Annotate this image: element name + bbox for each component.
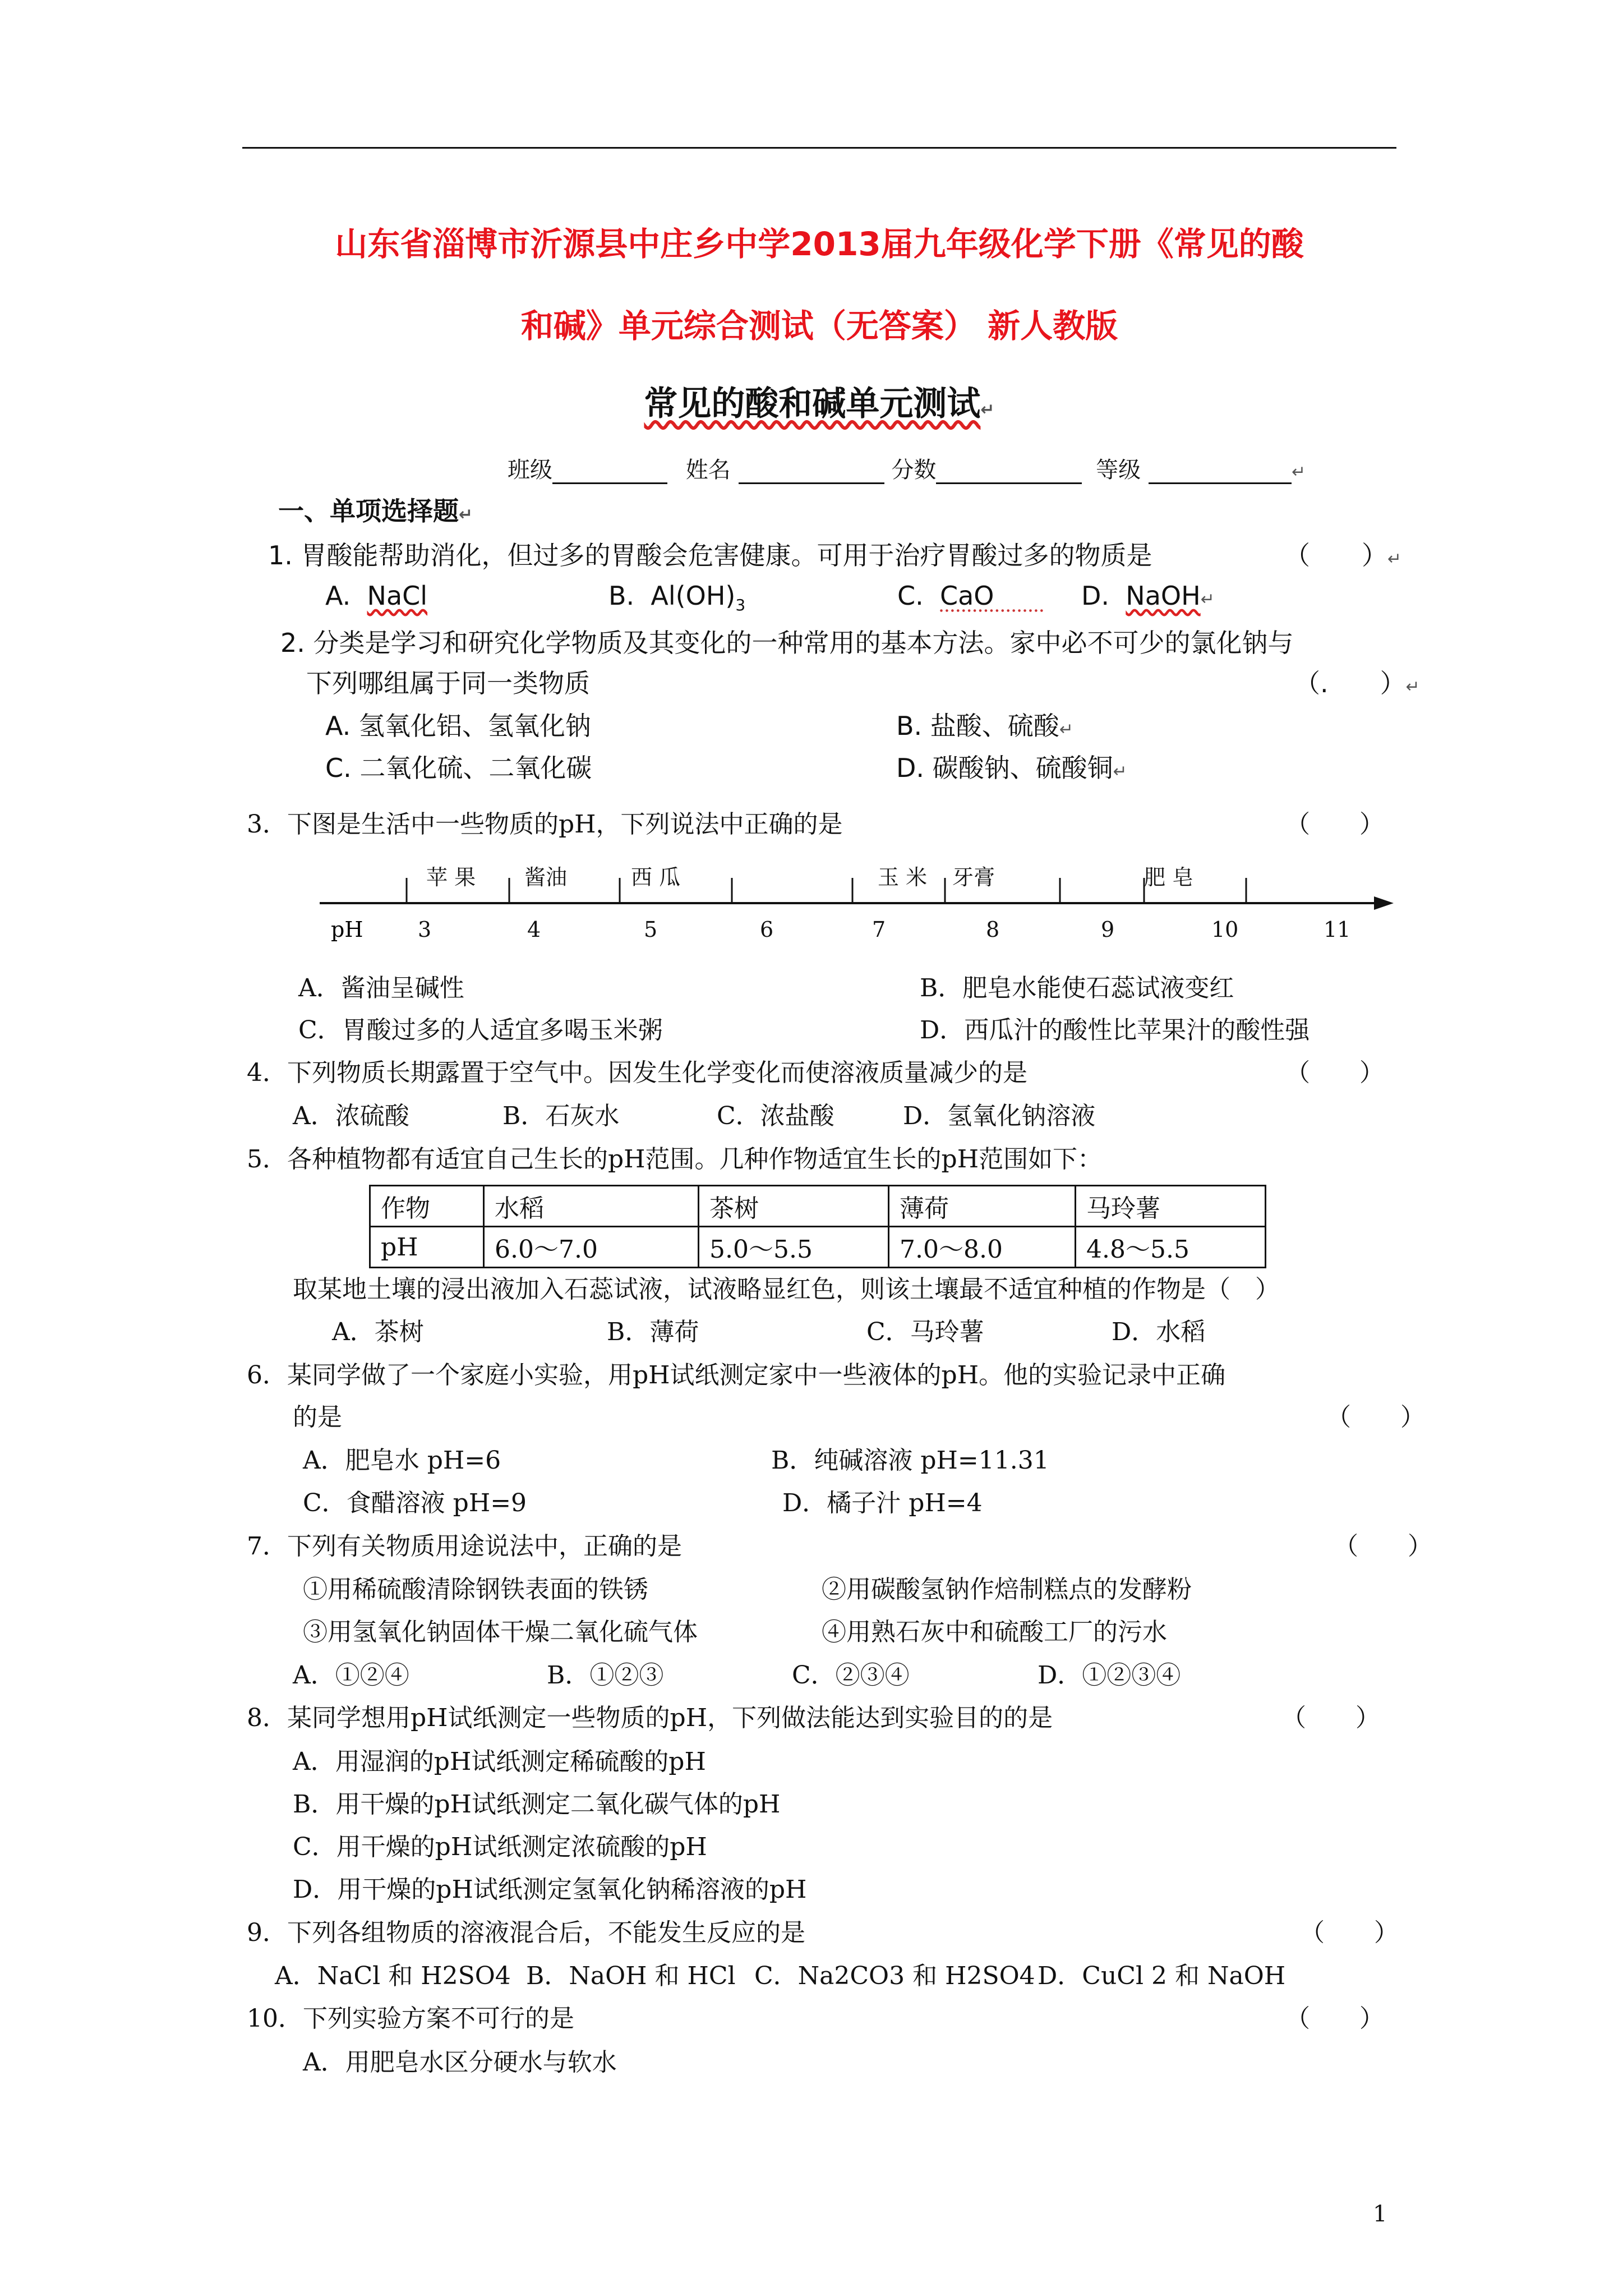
question-4-option-a: A．浓硫酸 (293, 1102, 409, 1130)
question-8-option-a: A．用湿润的pH试纸测定稀硫酸的pH (293, 1747, 706, 1776)
question-5-stem: 5．各种植物都有适宜自己生长的pH范围。几种作物适宜生长的pH范围如下： (247, 1145, 1103, 1174)
name-label: 姓名 (685, 457, 731, 483)
table-cell: 水稻 (484, 1186, 699, 1227)
question-2-option-b: B. 盐酸、硫酸↵ (896, 711, 1073, 741)
question-6-stem-line1: 6．某同学做了一个家庭小实验，用pH试纸测定家中一些液体的pH。他的实验记录中正确 (247, 1361, 1226, 1389)
ph-tick-label: 5 (644, 917, 658, 942)
top-rule (242, 147, 1396, 149)
question-1-paren: （ ）↵ (1284, 540, 1402, 570)
table-cell: 7.0～8.0 (889, 1227, 1076, 1268)
table-row (370, 1227, 1266, 1268)
question-3-option-b: B．肥皂水能使石蕊试液变红 (920, 974, 1234, 1002)
score-blank[interactable] (936, 463, 1082, 484)
question-2-paren: （. ）↵ (1294, 668, 1420, 698)
table-cell: 5.0～5.5 (699, 1227, 889, 1268)
question-8-stem: 8．某同学想用pH试纸测定一些物质的pH，下列做法能达到实验目的的是 (247, 1704, 1053, 1732)
question-1-option-c: C. CaO (897, 581, 1044, 611)
question-4-option-c: C．浓盐酸 (717, 1102, 834, 1130)
section-heading: 一、单项选择题↵ (278, 496, 473, 526)
question-4-option-b: B．石灰水 (502, 1102, 620, 1130)
question-9-paren: （ ） (1300, 1918, 1399, 1947)
name-blank[interactable] (739, 463, 884, 484)
question-7-paren: （ ） (1334, 1532, 1432, 1561)
grade-label: 等级 (1096, 457, 1141, 483)
question-7-item-3: ③用氢氧化钠固体干燥二氧化硫气体 (303, 1618, 698, 1646)
header-fields: 班级 姓名 分数 等级 ↵ (508, 457, 1306, 483)
ph-substance-label: 肥 皂 (1144, 865, 1194, 890)
question-4-stem: 4．下列物质长期露置于空气中。因发生化学变化而使溶液质量减少的是 (247, 1059, 1027, 1087)
question-5-option-b: B．薄荷 (607, 1318, 699, 1346)
ph-tick-label: 3 (418, 917, 432, 942)
question-6-option-a: A．肥皂水 pH=6 (303, 1446, 501, 1475)
question-1-option-d: D. NaOH↵ (1081, 581, 1215, 611)
question-8-option-d: D．用干燥的pH试纸测定氢氧化钠稀溶液的pH (293, 1875, 807, 1904)
question-10-stem: 10．下列实验方案不可行的是 (247, 2004, 574, 2033)
ph-tick-label: 9 (1101, 917, 1115, 942)
question-6-stem-line2: 的是 (293, 1403, 342, 1432)
question-5-option-a: A．茶树 (332, 1318, 424, 1346)
question-2-stem-line1: 2. 分类是学习和研究化学物质及其变化的一种常用的基本方法。家中必不可少的氯化钠与 (280, 628, 1294, 658)
grade-blank[interactable] (1149, 463, 1292, 484)
ph-tick-label: 10 (1211, 917, 1239, 942)
ph-scale-label: pH (331, 917, 363, 942)
question-9-option-c: C．Na2CO3 和 H2SO4 (754, 1962, 1035, 1990)
question-4-option-d: D．氢氧化钠溶液 (903, 1102, 1096, 1130)
question-6-option-b: B．纯碱溶液 pH=11.31 (771, 1446, 1049, 1475)
table-cell: 6.0～7.0 (484, 1227, 699, 1268)
question-9-stem: 9．下列各组物质的溶液混合后，不能发生反应的是 (247, 1918, 805, 1947)
question-9-option-d: D．CuCl 2 和 NaOH (1038, 1962, 1286, 1990)
question-6-paren: （ ） (1326, 1403, 1425, 1432)
question-3-option-a: A．酱油呈碱性 (298, 974, 464, 1002)
question-9-option-a: A．NaCl 和 H2SO4 (275, 1962, 511, 1990)
question-8-option-b: B．用干燥的pH试纸测定二氧化碳气体的pH (293, 1790, 781, 1819)
score-label: 分数 (891, 457, 937, 483)
ph-substance-label: 玉 米 (878, 865, 928, 890)
question-1-stem: 1. 胃酸能帮助消化，但过多的胃酸会危害健康。可用于治疗胃酸过多的物质是 (268, 540, 1152, 570)
table-cell: 薄荷 (889, 1186, 1076, 1227)
class-label: 班级 (508, 457, 552, 483)
ph-scale-diagram (314, 855, 1396, 956)
table-cell: 马玲薯 (1076, 1186, 1266, 1227)
table-cell: 作物 (370, 1186, 484, 1227)
question-7-option-d: D．①②③④ (1038, 1661, 1181, 1690)
document-title-line2: 和碱》单元综合测试（无答案） 新人教版 (520, 307, 1118, 345)
question-2-option-a: A. 氢氧化铝、氢氧化钠 (325, 711, 591, 741)
ph-axis-arrowhead (1374, 896, 1394, 910)
document-title-line1: 山东省淄博市沂源县中庄乡中学2013届九年级化学下册《常见的酸 (335, 225, 1304, 263)
ph-tick-label: 4 (527, 917, 541, 942)
ph-substance-label: 酱油 (524, 865, 568, 890)
question-3-option-d: D．西瓜汁的酸性比苹果汁的酸性强 (920, 1016, 1310, 1045)
ph-tick-label: 6 (760, 917, 774, 942)
ph-substance-label: 苹 果 (426, 865, 476, 890)
question-7-item-1: ①用稀硫酸清除钢铁表面的铁锈 (303, 1575, 648, 1604)
question-1-option-a: A. NaCl (325, 581, 428, 611)
question-4-paren: （ ） (1285, 1059, 1384, 1087)
question-3-paren: （ ） (1285, 810, 1384, 839)
question-8-paren: （ ） (1281, 1704, 1380, 1732)
question-2-stem-line2: 下列哪组属于同一类物质 (306, 668, 590, 698)
question-5-option-d: D．水稻 (1112, 1318, 1206, 1346)
question-7-option-c: C．②③④ (792, 1661, 910, 1690)
crop-ph-table (369, 1185, 1266, 1268)
table-cell: 4.8～5.5 (1076, 1227, 1266, 1268)
question-7-stem: 7．下列有关物质用途说法中，正确的是 (247, 1532, 682, 1561)
question-2-option-c: C. 二氧化硫、二氧化碳 (325, 753, 592, 783)
table-cell: 茶树 (699, 1186, 889, 1227)
ph-tick-label: 8 (986, 917, 1000, 942)
ph-substance-label: 西 瓜 (631, 865, 681, 890)
question-5-stem2: 取某地土壤的浸出液加入石蕊试液，试液略显红色，则该土壤最不适宜种植的作物是（ ） (293, 1275, 1280, 1304)
question-6-option-c: C．食醋溶液 pH=9 (303, 1489, 527, 1517)
class-blank[interactable] (552, 463, 667, 484)
question-10-option-a: A．用肥皂水区分硬水与软水 (303, 2048, 617, 2077)
question-6-option-d: D．橘子汁 pH=4 (782, 1489, 983, 1517)
table-header-row (370, 1186, 1266, 1227)
question-8-option-c: C．用干燥的pH试纸测定浓硫酸的pH (293, 1833, 707, 1861)
page-number: 1 (1373, 2201, 1387, 2227)
question-7-item-4: ④用熟石灰中和硫酸工厂的污水 (822, 1618, 1167, 1646)
question-3-stem: 3．下图是生活中一些物质的pH，下列说法中正确的是 (247, 810, 843, 839)
ph-tick-label: 11 (1324, 917, 1351, 942)
question-2-option-d: D. 碳酸钠、硫酸铜↵ (896, 753, 1127, 783)
table-cell: pH (370, 1227, 484, 1268)
question-7-item-2: ②用碳酸氢钠作焙制糕点的发酵粉 (822, 1575, 1192, 1604)
test-subtitle: 常见的酸和碱单元测试↵ (644, 384, 995, 424)
question-7-option-a: A．①②④ (293, 1661, 409, 1690)
question-3-option-c: C．胃酸过多的人适宜多喝玉米粥 (298, 1016, 663, 1045)
question-5-option-c: C．马玲薯 (866, 1318, 984, 1346)
ph-tick-label: 7 (872, 917, 886, 942)
ph-substance-label: 牙膏 (952, 865, 995, 890)
question-9-option-b: B．NaOH 和 HCl (526, 1962, 736, 1990)
question-10-paren: （ ） (1285, 2004, 1384, 2033)
question-1-option-b: B. $Al(OH)_3$ (608, 581, 746, 615)
question-7-option-b: B．①②③ (547, 1661, 664, 1690)
